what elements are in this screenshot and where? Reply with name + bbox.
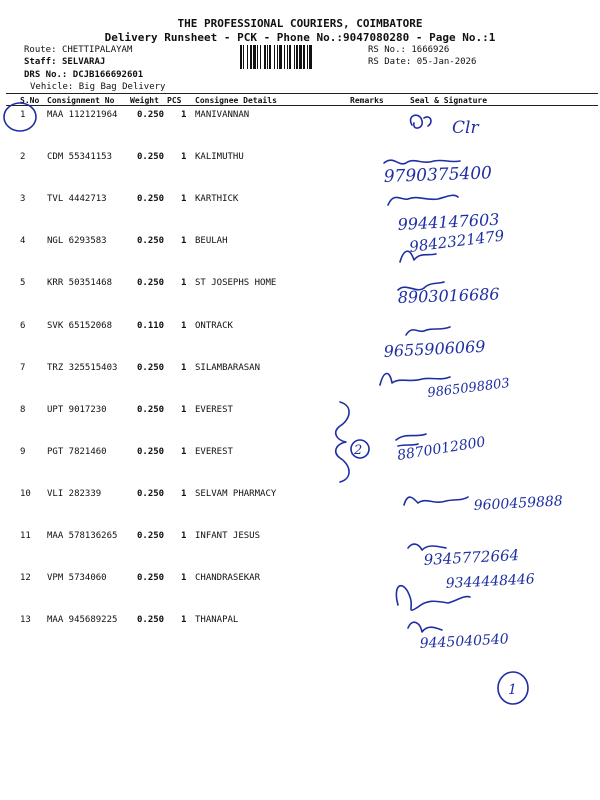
row-weight: 0.250 xyxy=(137,404,165,415)
row-weight: 0.250 xyxy=(137,446,165,457)
table-row xyxy=(0,615,600,657)
row-consignment-no: MAA 112121964 xyxy=(47,110,118,120)
row-pcs: 1 xyxy=(181,488,187,499)
row-pcs: 1 xyxy=(181,362,187,373)
col-header-weight: Weight xyxy=(130,96,159,105)
table-row xyxy=(0,152,600,194)
table-row xyxy=(0,194,600,236)
barcode-bar xyxy=(269,45,271,69)
row-pcs: 1 xyxy=(181,152,187,163)
vehicle-value: Big Bag Delivery xyxy=(78,82,166,92)
row-weight: 0.250 xyxy=(137,362,165,373)
row-weight: 0.250 xyxy=(137,573,165,584)
table-row xyxy=(0,110,600,152)
handwritten-phone: 9865098803 xyxy=(426,376,511,401)
row-pcs: 1 xyxy=(181,615,187,626)
table-row xyxy=(0,447,600,489)
staff-line xyxy=(24,57,105,67)
row-consignee: BEULAH xyxy=(195,236,228,247)
handwritten-phone: 9445040540 xyxy=(419,631,510,652)
row-sno: 6 xyxy=(20,320,26,331)
bottom-circle-mark xyxy=(498,672,528,704)
table-row xyxy=(0,363,600,405)
row-weight: 0.250 xyxy=(137,278,165,289)
barcode-bar xyxy=(253,45,256,69)
handwritten-phone: 9655906069 xyxy=(383,336,486,361)
barcode-bar xyxy=(294,45,295,69)
row-consignee: KALIMUTHU xyxy=(195,152,244,163)
barcode-bar xyxy=(299,45,302,69)
rs-date-label: RS Date: xyxy=(368,57,412,67)
row-consignment-no: TRZ 325515403 xyxy=(47,362,118,373)
col-header-sno: S.No xyxy=(20,96,40,105)
barcode-bar xyxy=(274,45,275,69)
handwritten-phone: 9790375400 xyxy=(383,163,493,187)
route-line xyxy=(24,45,132,55)
row-weight: 0.250 xyxy=(137,194,165,205)
barcode-bar xyxy=(307,45,308,69)
rs-date-line xyxy=(368,57,476,67)
barcode-bar xyxy=(279,45,282,69)
vehicle-label: Vehicle: xyxy=(30,82,74,92)
row-consignee: SELVAM PHARMACY xyxy=(195,488,277,499)
row-sno: 12 xyxy=(20,573,31,584)
barcode-bar xyxy=(303,45,305,69)
row-weight: 0.250 xyxy=(137,152,165,163)
row-weight: 0.250 xyxy=(137,488,165,499)
row-sno: 2 xyxy=(20,152,26,163)
row-consignee: ONTRACK xyxy=(195,320,233,331)
row-pcs: 1 xyxy=(181,404,187,415)
row-consignment-no: SVK 65152068 xyxy=(47,320,113,331)
handwritten-phone: 9345772664 xyxy=(423,546,520,569)
route-value: CHETTIPALAYAM xyxy=(61,45,133,55)
row-weight: 0.250 xyxy=(137,531,165,541)
rs-no-label: RS No.: xyxy=(368,45,406,55)
barcode-bar xyxy=(247,45,248,69)
barcode-bar xyxy=(287,45,288,69)
barcode-bar xyxy=(277,45,278,69)
rs-date-value: 05-Jan-2026 xyxy=(416,57,477,67)
row-sno: 3 xyxy=(20,194,26,205)
drs-line xyxy=(24,70,143,80)
row-pcs: 1 xyxy=(181,320,187,331)
drs-label: DRS No.: xyxy=(24,70,68,80)
barcode-bar xyxy=(257,45,258,69)
row-consignment-no: NGL 6293583 xyxy=(47,236,107,247)
col-header-remarks: Remarks xyxy=(350,96,384,105)
rs-no-line xyxy=(368,45,449,55)
barcode-bar xyxy=(250,45,252,69)
row-pcs: 1 xyxy=(181,194,187,205)
table-row xyxy=(0,321,600,363)
vehicle-line xyxy=(30,82,165,92)
handwritten-phone: 9344448446 xyxy=(445,571,536,592)
table-row xyxy=(0,278,600,320)
rs-no-value: 1666926 xyxy=(411,45,450,55)
barcode-bar xyxy=(267,45,268,69)
row-consignee: CHANDRASEKAR xyxy=(195,573,261,584)
barcode-bar xyxy=(260,45,261,69)
row-sno: 1 xyxy=(20,110,26,120)
row-weight: 0.110 xyxy=(137,320,165,331)
row-consignee: KARTHICK xyxy=(195,194,239,205)
row-sno: 7 xyxy=(20,362,26,373)
row-weight: 0.250 xyxy=(137,615,165,626)
row-consignee: MANIVANNAN xyxy=(195,110,250,120)
row-consignment-no: TVL 4442713 xyxy=(47,194,107,205)
row-sno: 4 xyxy=(20,236,26,247)
handwritten-phone: 9600459888 xyxy=(473,493,564,514)
row-consignee: SILAMBARASAN xyxy=(195,362,261,373)
row-pcs: 1 xyxy=(181,236,187,247)
barcode-bar xyxy=(264,45,266,69)
handwritten-phone: 8903016686 xyxy=(397,284,500,307)
barcode xyxy=(240,45,364,69)
row-consignee: THANAPAL xyxy=(195,615,239,626)
row-pcs: 1 xyxy=(181,531,187,541)
row-pcs: 1 xyxy=(181,446,187,457)
row-weight: 0.250 xyxy=(137,110,165,120)
barcode-bar xyxy=(240,45,242,69)
row-consignee: INFANT JESUS xyxy=(195,531,261,541)
drs-value: DCJB166692601 xyxy=(72,70,144,80)
table-row xyxy=(0,489,600,531)
company-title: THE PROFESSIONAL COURIERS, COIMBATORE xyxy=(177,17,423,30)
table-row xyxy=(0,531,600,573)
row1-mark-text: Clr xyxy=(452,118,479,138)
barcode-bar xyxy=(243,45,244,69)
row-consignee: EVEREST xyxy=(195,404,233,415)
col-header-consignee: Consignee Details xyxy=(195,96,277,105)
row-consignee: ST JOSEPHS HOME xyxy=(195,278,277,289)
row-weight: 0.250 xyxy=(137,236,165,247)
handwritten-phone: 9842321479 xyxy=(408,226,506,256)
row-consignment-no: VPM 5734060 xyxy=(47,573,107,584)
row-pcs: 1 xyxy=(181,573,187,584)
table-row xyxy=(0,573,600,615)
row-pcs: 1 xyxy=(181,110,187,120)
row-consignment-no: KRR 50351468 xyxy=(47,278,113,289)
brace-note-text: 2 xyxy=(354,443,363,458)
row-sno: 9 xyxy=(20,446,26,457)
row-sno: 8 xyxy=(20,404,26,415)
staff-value: SELVARAJ xyxy=(61,57,106,67)
row-sno: 11 xyxy=(20,531,31,541)
header-bottom-rule xyxy=(6,105,598,106)
barcode-bar xyxy=(284,45,285,69)
row-consignment-no: VLI 282339 xyxy=(47,488,102,499)
row-sno: 10 xyxy=(20,488,31,499)
row-consignment-no: UPT 9017230 xyxy=(47,404,107,415)
table-row xyxy=(0,236,600,278)
barcode-bar xyxy=(296,45,298,69)
route-label: Route: xyxy=(24,45,57,55)
row-sno: 13 xyxy=(20,615,31,626)
row-consignment-no: CDM 55341153 xyxy=(47,152,113,163)
header-top-rule xyxy=(6,93,598,94)
handwritten-phone: 9944147603 xyxy=(397,209,500,234)
col-header-signature: Seal & Signature xyxy=(410,96,488,105)
row-consignment-no: PGT 7821460 xyxy=(47,446,107,457)
runsheet-subtitle: Delivery Runsheet - PCK - Phone No.:9047080280 - Page No.:1 xyxy=(104,31,496,44)
col-header-pcs: PCS xyxy=(167,96,182,105)
staff-label: Staff: xyxy=(24,57,57,67)
row-consignment-no: MAA 578136265 xyxy=(47,531,118,541)
col-header-consignment: Consignment No xyxy=(47,96,115,105)
row-consignee: EVEREST xyxy=(195,446,233,457)
row-pcs: 1 xyxy=(181,278,187,289)
handwritten-phone: 8870012800 xyxy=(396,434,487,464)
row-consignment-no: MAA 945689225 xyxy=(47,615,118,626)
row-sno: 5 xyxy=(20,278,26,289)
barcode-bar xyxy=(289,45,291,69)
table-row xyxy=(0,405,600,447)
barcode-bar xyxy=(309,45,312,69)
bottom-note-text: 1 xyxy=(508,682,517,698)
